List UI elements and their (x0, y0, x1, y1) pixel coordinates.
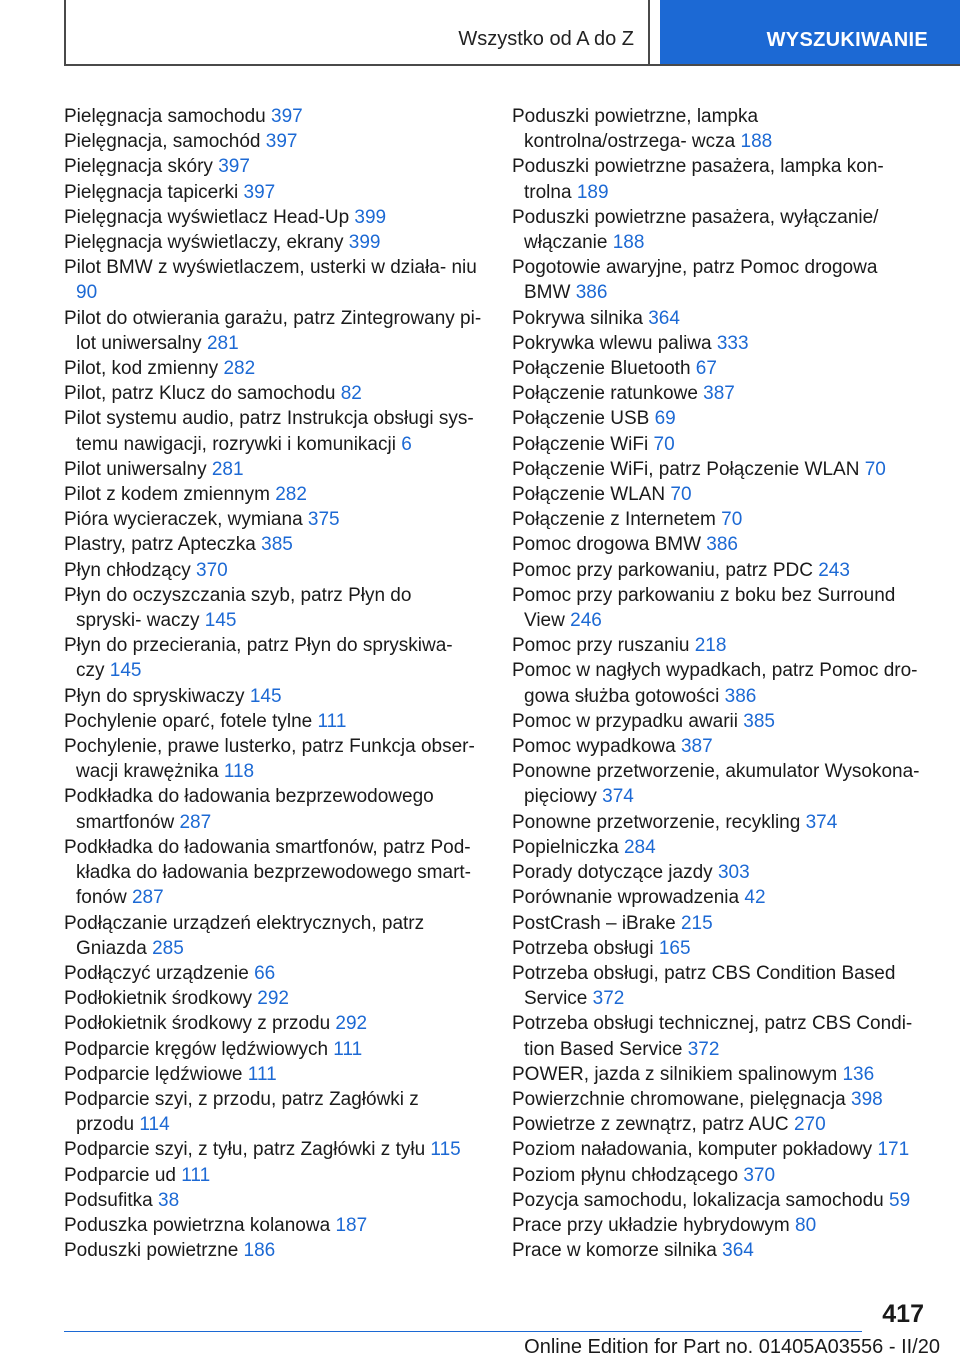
page-reference-link[interactable]: 370 (196, 559, 228, 581)
page-reference-link[interactable]: 284 (623, 836, 656, 858)
index-entry-text: Pielęgnacja, samochód (64, 131, 261, 153)
index-entry-text: Pomoc drogowa BMW (512, 534, 702, 556)
index-entry-text: Pochylenie oparć, fotele tylne (64, 710, 313, 732)
index-entry (64, 633, 482, 683)
index-entry (512, 658, 924, 708)
page-reference-link[interactable]: 399 (348, 232, 381, 254)
page-reference-link[interactable]: 80 (795, 1214, 817, 1236)
page-reference-link[interactable]: 111 (333, 1038, 363, 1060)
index-entry (512, 1188, 924, 1213)
page-reference-link[interactable]: 115 (430, 1139, 461, 1161)
index-entry-text: Pochylenie, prawe lusterko, patrz Funkcja obser‐ wacji krawężnika (64, 736, 475, 783)
page-reference-link[interactable]: 281 (206, 332, 239, 354)
page-reference-link[interactable]: 218 (694, 635, 727, 657)
index-entry (64, 205, 482, 230)
index-entry-text: Podłączanie urządzeń elektrycznych, patrz Gniazda (64, 912, 425, 959)
tab-a-to-z-label: Wszystko od A do Z (458, 28, 634, 50)
index-entry-text: Plastry, patrz Apteczka (64, 534, 256, 556)
page-reference-link[interactable]: 398 (851, 1088, 883, 1110)
index-entry (64, 583, 482, 633)
index-entry-text: Pilot uniwersalny (64, 458, 207, 480)
index-entry (512, 885, 924, 910)
edition-note: Online Edition for Part no. 01405A03556 - II/20 (524, 1336, 940, 1358)
page-reference-link[interactable]: 118 (223, 761, 255, 783)
index-entry (512, 1137, 924, 1162)
page-reference-link[interactable]: 114 (139, 1114, 170, 1136)
index-entry-text: Połączenie ratunkowe (512, 383, 698, 405)
page-number: 417 (882, 1300, 924, 1328)
page-reference-link[interactable]: 292 (257, 988, 289, 1010)
index-entry (64, 154, 482, 179)
page-reference-link[interactable]: 165 (658, 937, 691, 959)
page-reference-link[interactable]: 386 (575, 282, 608, 304)
index-entry (64, 1137, 482, 1162)
index-entry (64, 306, 482, 356)
page-reference-link[interactable]: 399 (354, 206, 387, 228)
index-entry (512, 331, 924, 356)
page-reference-link[interactable]: 285 (152, 937, 184, 959)
index-entry (512, 1238, 924, 1263)
index-entry-text: Podłokietnik środkowy z przodu (64, 1013, 331, 1035)
index-entry (64, 986, 482, 1011)
index-entry-text: Poduszka powietrzna kolanowa (64, 1214, 331, 1236)
page-reference-link[interactable]: 145 (249, 685, 282, 707)
index-entry-text: Płyn chłodzący (64, 559, 191, 581)
index-entry-text: Połączenie WiFi (512, 433, 649, 455)
index-entry (512, 406, 924, 431)
index-entry-text: POWER, jazda z silnikiem spalinowym (512, 1063, 838, 1085)
page-reference-link[interactable]: 397 (243, 181, 276, 203)
index-entry-text: Płyn do spryskiwaczy (64, 685, 245, 707)
index-entry-text: Powietrze z zewnątrz, patrz AUC (512, 1114, 789, 1136)
index-entry-text: Pielęgnacja wyświetlaczy, ekrany (64, 232, 344, 254)
index-entry (64, 1188, 482, 1213)
index-entry (64, 784, 482, 834)
page-reference-link[interactable]: 136 (842, 1063, 875, 1085)
index-entry-text: Powierzchnie chromowane, pielęgnacja (512, 1088, 846, 1110)
index-entry (512, 734, 924, 759)
index-entry (64, 1213, 482, 1238)
index-entry (64, 911, 482, 961)
page-reference-link[interactable]: 397 (218, 156, 250, 178)
page-reference-link[interactable]: 386 (724, 685, 757, 707)
index-entry-text: Ponowne przetworzenie, recykling (512, 811, 801, 833)
index-entry (512, 1112, 924, 1137)
index-entry-text: Pilot, kod zmienny (64, 358, 219, 380)
index-entry (512, 381, 924, 406)
index-entry-text: Podparcie ud (64, 1164, 176, 1186)
index-entry (512, 759, 924, 809)
index-entry-text: Płyn do oczyszczania szyb, patrz Płyn do spryski‐ waczy (64, 584, 412, 632)
index-entry-text: Pogotowie awaryjne, patrz Pomoc drogowa BMW (512, 257, 878, 304)
index-entry (64, 381, 482, 406)
index-entry-text: Pilot BMW z wyświetlaczem, usterki w działa‐ niu (64, 257, 477, 279)
index-entry (512, 911, 924, 936)
index-entry (512, 936, 924, 961)
index-entry (512, 558, 924, 583)
index-entry (64, 482, 482, 507)
page-reference-link[interactable]: 6 (401, 433, 412, 455)
page-reference-link[interactable]: 364 (722, 1240, 754, 1262)
index-entry-text: Pomoc w przypadku awarii (512, 710, 738, 732)
index-entry-text: Podparcie kręgów lędźwiowych (64, 1038, 329, 1060)
index-entry (64, 507, 482, 532)
index-entry (512, 507, 924, 532)
index-entry (64, 835, 482, 911)
index-entry-text: Pomoc wypadkowa (512, 736, 676, 758)
index-entry-text: Podkładka do ładowania bezprzewodowego smartfonów (64, 786, 434, 833)
index-entry (512, 306, 924, 331)
index-entry (64, 1062, 482, 1087)
index-entry (512, 532, 924, 557)
page-reference-link[interactable]: 82 (340, 383, 362, 405)
index-entry (512, 356, 924, 381)
page-reference-link[interactable]: 111 (181, 1164, 211, 1186)
index-entry (512, 1062, 924, 1087)
index-entry-text: Pozycja samochodu, lokalizacja samochodu (512, 1189, 884, 1211)
page-reference-link[interactable]: 385 (743, 710, 775, 732)
page-reference-link[interactable]: 287 (179, 811, 212, 833)
page-reference-link[interactable]: 386 (706, 534, 738, 556)
index-entry (512, 482, 924, 507)
index-entry-text: Popielniczka (512, 836, 619, 858)
page-reference-link[interactable]: 38 (158, 1189, 180, 1211)
index-entry (512, 835, 924, 860)
index-entry (512, 104, 924, 154)
page-reference-link[interactable]: 42 (744, 887, 766, 909)
index-entry-text: Połączenie USB (512, 408, 650, 430)
index-entry-text: Porównanie wprowadzenia (512, 887, 740, 909)
index-entry (512, 432, 924, 457)
page-reference-link[interactable]: 397 (265, 131, 298, 153)
index-entry-text: Pilot z kodem zmiennym (64, 484, 270, 506)
tab-search[interactable] (660, 0, 960, 66)
index-entry-text: Pokrywka wlewu paliwa (512, 332, 712, 354)
index-entry (512, 961, 924, 1011)
index-entry-text: Połączenie WLAN (512, 484, 666, 506)
page-reference-link[interactable]: 270 (793, 1114, 826, 1136)
page-reference-link[interactable]: 287 (131, 887, 164, 909)
index-entry-text: Poduszki powietrzne (64, 1240, 239, 1262)
page-reference-link[interactable]: 364 (648, 307, 680, 329)
index-column-left (64, 104, 482, 1263)
page-reference-link[interactable]: 59 (889, 1189, 911, 1211)
page-reference-link[interactable]: 171 (877, 1139, 910, 1161)
tab-a-to-z[interactable] (64, 0, 650, 66)
page-reference-link[interactable]: 243 (818, 559, 850, 581)
page-reference-link[interactable]: 111 (317, 710, 347, 732)
page-reference-link[interactable]: 372 (592, 988, 625, 1010)
index-entry-text: Podsufitka (64, 1189, 153, 1211)
index-entry-text: Podłączyć urządzenie (64, 962, 249, 984)
index-entry-text: Porady dotyczące jazdy (512, 862, 713, 884)
index-entry (64, 180, 482, 205)
page-reference-link[interactable]: 246 (570, 610, 602, 632)
index-entry (512, 810, 924, 835)
page-reference-link[interactable]: 66 (254, 962, 276, 984)
page-reference-link[interactable]: 145 (204, 610, 237, 632)
index-entry-text: Pielęgnacja wyświetlacz Head-Up (64, 206, 350, 228)
index-entry-text: Pielęgnacja skóry (64, 156, 213, 178)
page-reference-link[interactable]: 282 (223, 358, 256, 380)
index-entry-text: Podparcie lędźwiowe (64, 1063, 243, 1085)
index-entry-text: Potrzeba obsługi (512, 937, 654, 959)
index-entry (64, 532, 482, 557)
index-entry-text: Podłokietnik środkowy (64, 988, 252, 1010)
index-entry-text: Podparcie szyi, z tyłu, patrz Zagłówki z tyłu (64, 1139, 426, 1161)
index-entry-text: Potrzeba obsługi, patrz CBS Condition Based Service (512, 962, 896, 1010)
index-entry (512, 1163, 924, 1188)
index-entry-text: Ponowne przetworzenie, akumulator Wysokona‐ pięciowy (512, 761, 920, 808)
index-entry-text: PostCrash – iBrake (512, 912, 676, 934)
page-reference-link[interactable]: 69 (654, 408, 676, 430)
index-entry-text: Pióra wycieraczek, wymiana (64, 509, 303, 531)
index-entry-text: Poziom naładowania, komputer pokładowy (512, 1139, 873, 1161)
index-entry (512, 154, 924, 204)
page-reference-link[interactable]: 374 (602, 786, 634, 808)
index-column-right (512, 104, 924, 1263)
page-reference-link[interactable]: 375 (307, 509, 340, 531)
index-entry-text: Poziom płynu chłodzącego (512, 1164, 739, 1186)
header-rule (64, 64, 960, 66)
page-reference-link[interactable]: 215 (680, 912, 713, 934)
index-entry-text: Pomoc przy parkowaniu z boku bez Surround View (512, 584, 896, 632)
index-entry-text: Potrzeba obsługi technicznej, patrz CBS Condi‐ tion Based Service (512, 1013, 913, 1060)
page-reference-link[interactable]: 281 (211, 458, 244, 480)
page-reference-link[interactable]: 372 (687, 1038, 720, 1060)
index-entry (512, 457, 924, 482)
page-reference-link[interactable]: 111 (247, 1063, 277, 1085)
index-entry (64, 255, 482, 305)
index-entry (512, 205, 924, 255)
index-entry (64, 104, 482, 129)
index-entry (512, 633, 924, 658)
index-entry (64, 684, 482, 709)
index-entry (64, 1238, 482, 1263)
index-entry (512, 709, 924, 734)
page-reference-link[interactable]: 385 (261, 534, 293, 556)
page-reference-link[interactable]: 189 (576, 181, 609, 203)
page-reference-link[interactable]: 303 (717, 862, 750, 884)
index-entry-text: Połączenie Bluetooth (512, 358, 691, 380)
index-entry (64, 129, 482, 154)
page-reference-link[interactable]: 67 (695, 358, 717, 380)
index-entry (512, 1011, 924, 1061)
index-entry-text: Pielęgnacja samochodu (64, 106, 266, 127)
index-entry (64, 961, 482, 986)
page-reference-link[interactable]: 333 (716, 332, 749, 354)
index-entry-text: Pielęgnacja tapicerki (64, 181, 239, 203)
page-reference-link[interactable]: 397 (271, 106, 303, 127)
index-entry (64, 1011, 482, 1036)
index-entry-text: Pilot do otwierania garażu, patrz Zintegrowany pi‐ lot uniwersalny (64, 307, 482, 354)
page-reference-link[interactable]: 145 (109, 660, 142, 682)
page-reference-link[interactable]: 90 (76, 282, 98, 304)
page-reference-link[interactable]: 187 (335, 1214, 368, 1236)
index-entry-text: Pomoc w nagłych wypadkach, patrz Pomoc dro‐ gowa służba gotowości (512, 660, 918, 707)
page-reference-link[interactable]: 282 (275, 484, 307, 506)
index-entry-text: Podparcie szyi, z przodu, patrz Zagłówki z przodu (64, 1088, 419, 1136)
index-entry-text: Pomoc przy ruszaniu (512, 635, 690, 657)
index-entry (512, 1213, 924, 1238)
page-reference-link[interactable]: 370 (743, 1164, 776, 1186)
index-entry (64, 558, 482, 583)
index-entry-text: Pilot, patrz Klucz do samochodu (64, 383, 336, 405)
page-reference-link[interactable]: 188 (612, 232, 645, 254)
index-entry (512, 860, 924, 885)
index-entry (512, 255, 924, 305)
page-reference-link[interactable]: 292 (335, 1013, 368, 1035)
index-entry-text: Połączenie z Internetem (512, 509, 716, 531)
index-entry-text: Prace przy układzie hybrydowym (512, 1214, 790, 1236)
page-reference-link[interactable]: 70 (670, 484, 692, 506)
index-entry (64, 734, 482, 784)
index-entry (64, 1087, 482, 1137)
page-reference-link[interactable]: 387 (680, 736, 713, 758)
page-reference-link[interactable]: 186 (243, 1240, 276, 1262)
page-reference-link[interactable]: 387 (703, 383, 735, 405)
page-reference-link[interactable]: 374 (805, 811, 838, 833)
index-entry (64, 457, 482, 482)
index-entry-text: Pilot systemu audio, patrz Instrukcja obsługi sys‐ temu nawigacji, rozrywki i komunikacji (64, 408, 474, 455)
index-entry-text: Pomoc przy parkowaniu, patrz PDC (512, 559, 813, 581)
index-entry-text: Poduszki powietrzne pasażera, wyłączanie/ włączanie (512, 206, 879, 254)
index-entry (64, 356, 482, 381)
tab-search-label: WYSZUKIWANIE (766, 29, 928, 51)
index-entry-text: Poduszki powietrzne pasażera, lampka kon‐ trolna (512, 156, 884, 203)
page-reference-link[interactable]: 70 (721, 509, 743, 531)
index-entry-text: Poduszki powietrzne, lampka kontrolna/ostrzega‐ wcza (512, 106, 759, 153)
footer-rule (64, 1331, 862, 1332)
index-entry (64, 406, 482, 456)
index-entry-text: Połączenie WiFi, patrz Połączenie WLAN (512, 458, 860, 480)
index-entry-text: Podkładka do ładowania smartfonów, patrz Pod‐ kładka do ładowania bezprzewodowego smart‐ fonów (64, 836, 472, 909)
index-entry (64, 1163, 482, 1188)
index-entry (512, 1087, 924, 1112)
page-reference-link[interactable]: 70 (864, 458, 886, 480)
index-entry-text: Prace w komorze silnika (512, 1240, 717, 1262)
index-entry-text: Płyn do przecierania, patrz Płyn do spryskiwa‐ czy (64, 635, 453, 682)
index-entry (512, 583, 924, 633)
page-reference-link[interactable]: 70 (653, 433, 675, 455)
page-reference-link[interactable]: 188 (740, 131, 773, 153)
index-entry (64, 709, 482, 734)
index-entry (64, 230, 482, 255)
index-entry (64, 1037, 482, 1062)
index-entry-text: Pokrywa silnika (512, 307, 643, 329)
